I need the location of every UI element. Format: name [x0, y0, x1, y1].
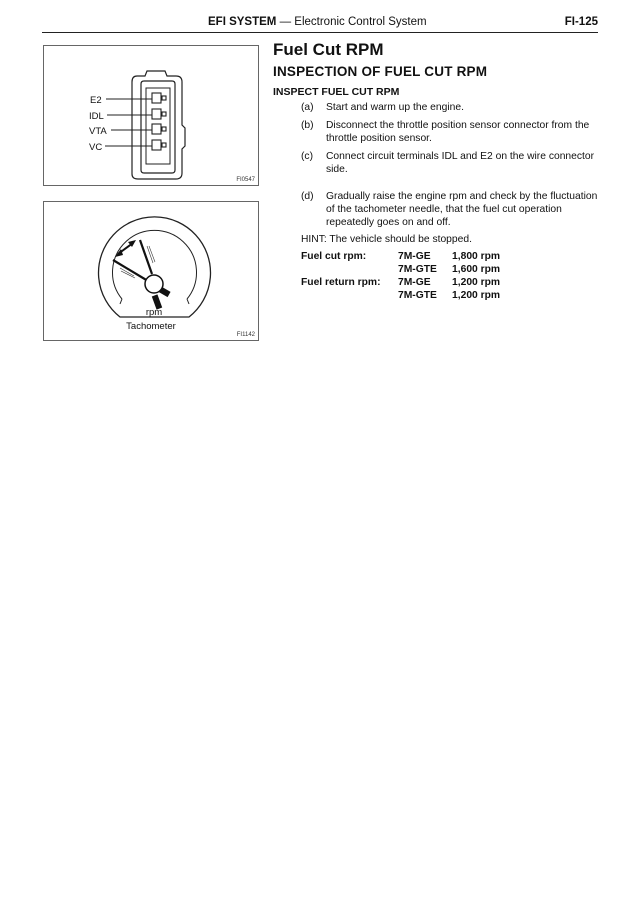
step-c [273, 150, 598, 176]
step-b [273, 119, 598, 145]
terminal-vta [152, 124, 161, 134]
main-content [273, 40, 598, 303]
spec-value: 1,200 rpm [452, 277, 501, 288]
step-mark: (d) [301, 191, 314, 202]
step-text: Connect circuit terminals IDL and E2 on the wire connector side. [326, 151, 595, 175]
spec-engine: 7M-GTE [398, 264, 437, 275]
section-title: Fuel Cut RPM [273, 40, 384, 59]
spec-engine: 7M-GE [398, 277, 431, 288]
label-e2: E2 [90, 95, 102, 106]
figure-code: FI1142 [236, 332, 255, 338]
spec-table [273, 251, 598, 303]
section-subtitle: INSPECTION OF FUEL CUT RPM [273, 64, 488, 79]
spec-engine: 7M-GTE [398, 290, 437, 301]
spec-row [273, 290, 598, 303]
step-d [273, 190, 598, 229]
spec-engine: 7M-GE [398, 251, 431, 262]
label-idl: IDL [89, 111, 104, 122]
label-vc: VC [89, 142, 103, 153]
spec-label: Fuel cut rpm: [301, 251, 367, 262]
page-header [42, 14, 598, 33]
terminal-idl [152, 109, 161, 119]
tachometer-figure [43, 201, 259, 341]
spec-value: 1,800 rpm [452, 251, 501, 262]
spec-label: Fuel return rpm: [301, 277, 381, 288]
header-subtitle: Electronic Control System [294, 16, 427, 28]
needle-high [140, 240, 152, 274]
step-mark: (b) [301, 120, 314, 131]
dial-label: rpm [145, 307, 163, 318]
connector-figure [43, 45, 259, 186]
step-list [273, 101, 598, 229]
needle-low [113, 260, 148, 281]
figure-caption: Tachometer [126, 321, 176, 332]
label-vta: VTA [89, 126, 107, 137]
spec-value: 1,200 rpm [452, 290, 501, 301]
hint-note: HINT: The vehicle should be stopped. [301, 234, 472, 245]
figure-code: FI0547 [236, 177, 255, 183]
terminal-e2 [152, 93, 161, 103]
spec-row [273, 264, 598, 277]
connector-diagram [44, 46, 258, 185]
step-mark: (a) [301, 102, 314, 113]
header-dash: — [279, 16, 292, 28]
procedure-heading: INSPECT FUEL CUT RPM [273, 86, 400, 98]
step-text: Disconnect the throttle position sensor connector from the throttle position sensor. [326, 120, 590, 144]
step-text: Gradually raise the engine rpm and check by the fluctuation of the tachometer needle, that the fuel cut operation repeatedly goes on and off. [326, 191, 598, 228]
page-number: FI-125 [564, 16, 598, 28]
header-section: EFI SYSTEM [208, 16, 277, 28]
spec-value: 1,600 rpm [452, 264, 501, 275]
spec-row [273, 277, 598, 290]
header-title [208, 16, 427, 28]
step-text: Start and warm up the engine. [326, 102, 464, 113]
step-a [273, 101, 598, 114]
needle-hub [145, 275, 163, 293]
step-mark: (c) [301, 151, 314, 162]
terminal-vc [152, 140, 161, 150]
spec-row [273, 251, 598, 264]
